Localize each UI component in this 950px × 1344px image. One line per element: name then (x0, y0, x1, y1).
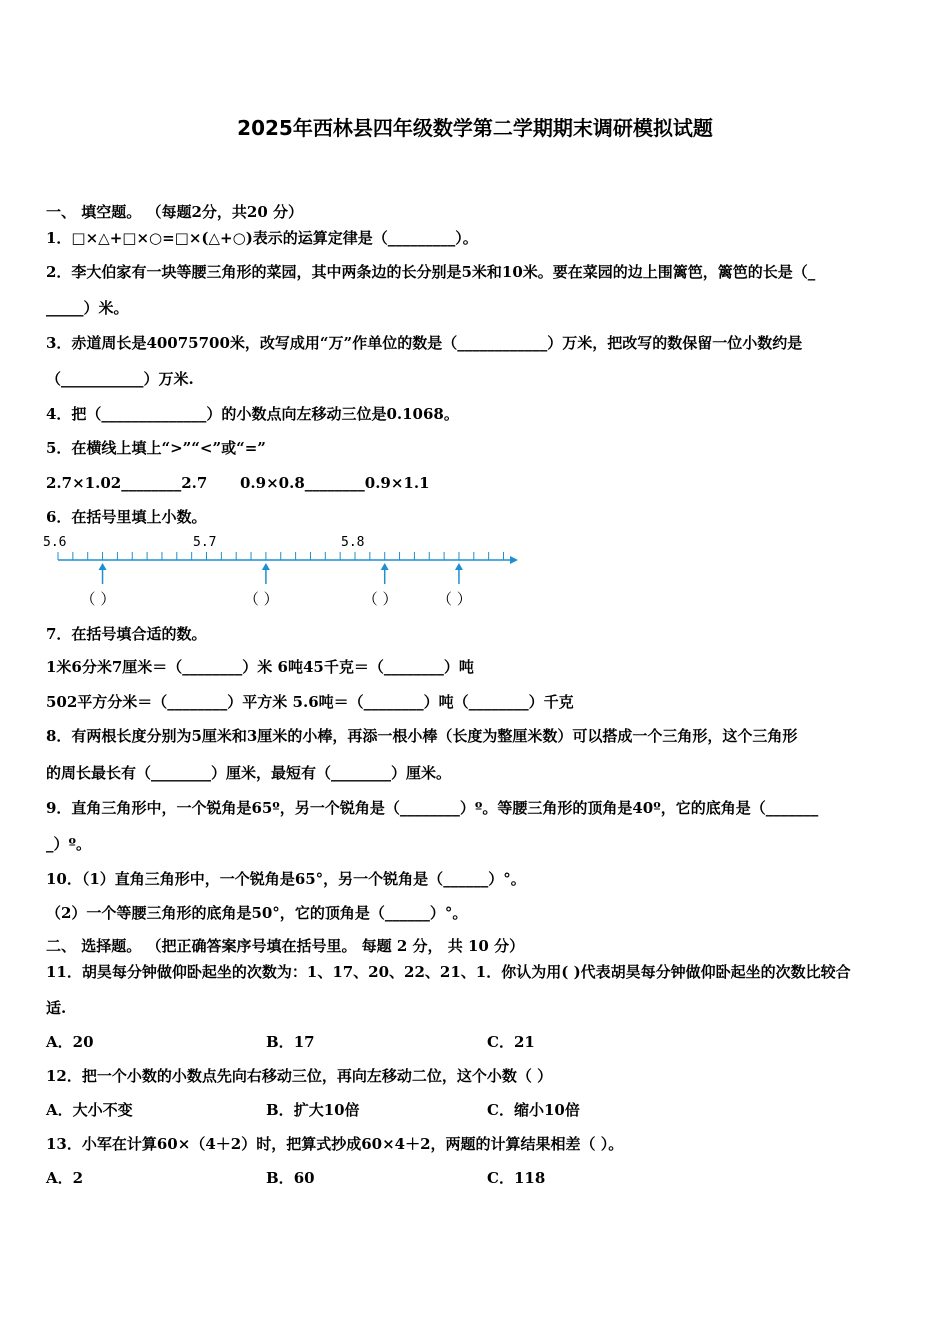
question-11-option-a: A．20 (46, 1033, 94, 1051)
number-line-pointer-head (99, 563, 107, 570)
question-3-line-1: 3．赤道周长是40075700米，改写成用“万”作单位的数是（____________）万米，把改写的数保留一位小数约是 (46, 334, 803, 352)
question-10-line-1: 10．（1）直角三角形中，一个锐角是65°，另一个锐角是（______）°。 (46, 870, 526, 888)
question-7-line-2: 502平方分米＝（________）平方米 5.6吨＝（________）吨（________）千克 (46, 693, 574, 711)
question-5-item-2: 0.9×0.8________0.9×1.1 (240, 474, 430, 492)
number-line-answer-blank: （ ） (80, 590, 116, 608)
question-8-line-2: 的周长最长有（________）厘米，最短有（________）厘米。 (46, 764, 452, 782)
number-line-label: 5.7 (193, 535, 217, 550)
question-6: 6．在括号里填上小数。 (46, 508, 207, 526)
number-line-answer-blank: （ ） (436, 590, 472, 608)
question-13-option-c: C．118 (487, 1169, 546, 1187)
question-9-line-2: _）º。 (46, 835, 92, 853)
question-13-option-b: B．60 (266, 1169, 315, 1187)
question-12-option-c: C．缩小10倍 (487, 1101, 580, 1119)
question-3-line-2: （___________）万米. (46, 370, 194, 388)
question-12-option-b: B．扩大10倍 (266, 1101, 360, 1119)
number-line-answer-blank: （ ） (362, 590, 398, 608)
question-2-line-1: 2．李大伯家有一块等腰三角形的菜园，其中两条边的长分别是5米和10米。要在菜园的边上围篱笆，篱笆的长是（_ (46, 263, 816, 281)
question-2-line-2: _____）米。 (46, 299, 129, 317)
page-title: 2025年西林县四年级数学第二学期期末调研模拟试题 (237, 116, 713, 140)
question-1: 1．□×△+□×○=□×(△+○)表示的运算定律是（_________）。 (46, 229, 478, 247)
question-5: 5．在横线上填上“>”“<”或“=” (46, 439, 266, 457)
question-13: 13．小军在计算60×（4＋2）时，把算式抄成60×4＋2，两题的计算结果相差（ ）。 (46, 1135, 624, 1153)
question-12: 12．把一个小数的小数点先向右移动三位，再向左移动二位，这个小数（ ） (46, 1067, 553, 1085)
number-line-pointer-head (381, 563, 389, 570)
section-2-heading: 二、 选择题。 （把正确答案序号填在括号里。 每题 2 分， 共 10 分） (46, 937, 525, 955)
section-1-heading: 一、 填空题。 （每题2分，共20 分） (46, 203, 303, 221)
question-10-line-2: （2）一个等腰三角形的底角是50°，它的顶角是（______）°。 (46, 904, 468, 922)
number-line-label: 5.6 (43, 535, 67, 550)
question-5-item-1: 2.7×1.02________2.7 (46, 474, 208, 492)
number-line-pointer-head (455, 563, 463, 570)
question-8-line-1: 8．有两根长度分别为5厘米和3厘米的小棒，再添一根小棒（长度为整厘米数）可以搭成一个三角形，这个三角形 (46, 727, 798, 745)
question-4: 4．把（______________）的小数点向左移动三位是0.1068。 (46, 405, 459, 423)
question-12-option-a: A．大小不变 (46, 1101, 133, 1119)
number-line-pointer-head (262, 563, 270, 570)
question-11-line-1: 11．胡昊每分钟做仰卧起坐的次数为：1、17、20、22、21、1．你认为用( )代表胡昊每分钟做仰卧起坐的次数比较合 (46, 963, 851, 981)
number-line-arrowhead (510, 556, 518, 564)
question-13-option-a: A．2 (46, 1169, 84, 1187)
question-7-line-1: 1米6分米7厘米＝（________）米 6吨45千克＝（________）吨 (46, 658, 474, 676)
question-11-option-b: B．17 (266, 1033, 315, 1051)
question-11-option-c: C．21 (487, 1033, 535, 1051)
question-7: 7．在括号填合适的数。 (46, 625, 207, 643)
number-line-answer-blank: （ ） (243, 590, 279, 608)
question-11-line-2: 适. (46, 999, 67, 1017)
number-line-label: 5.8 (341, 535, 365, 550)
question-9-line-1: 9．直角三角形中，一个锐角是65º，另一个锐角是（________）º。等腰三角形的顶角是40º，它的底角是（_______ (46, 799, 819, 817)
